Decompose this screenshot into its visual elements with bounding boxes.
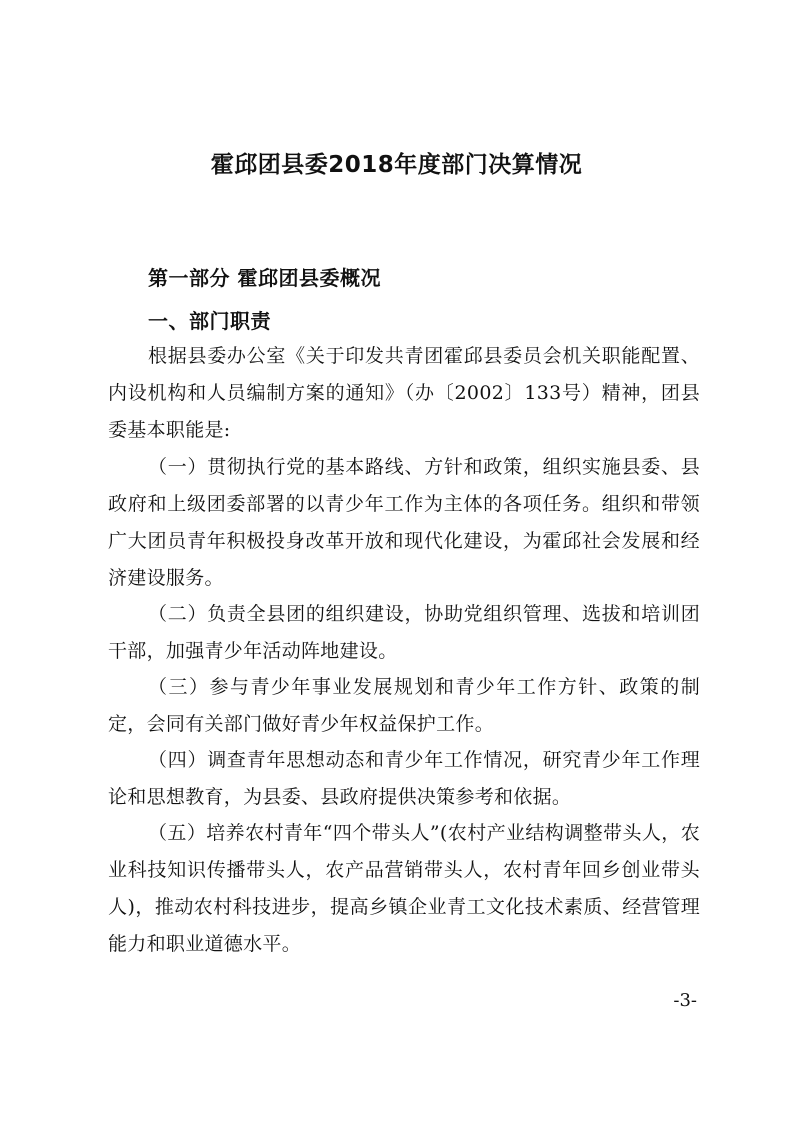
section-heading: 一、部门职责 xyxy=(148,309,271,333)
duty-paragraph-5: （五）培养农村青年“四个带头人”(农村产业结构调整带头人，农业科技知识传播带头人，农产品营销带头人，农村青年回乡创业带头人)，推动农村科技进步，提高乡镇企业青工文化技术素质、经营管理能力和职业道德水平。 xyxy=(108,822,700,955)
intro-paragraph: 根据县委办公室《关于印发共青团霍邱县委员会机关职能配置、内设机构和人员编制方案的通知》（办〔2002〕133号）精神，团县委基本职能是: xyxy=(108,345,700,441)
duty-paragraph-4: （四）调查青年思想动态和青少年工作情况，研究青少年工作理论和思想教育，为县委、县政府提供决策参考和依据。 xyxy=(108,749,700,808)
duty-paragraph-2: （二）负责全县团的组织建设，协助党组织管理、选拔和培训团干部，加强青少年活动阵地建设。 xyxy=(108,603,700,662)
duty-paragraph-1: （一）贯彻执行党的基本路线、方针和政策，组织实施县委、县政府和上级团委部署的以青少年工作为主体的各项任务。组织和带领广大团员青年积极投身改革开放和现代化建设，为霍邱社会发展和经济建设服务。 xyxy=(108,456,700,589)
document-title: 霍邱团县委2018年度部门决算情况 xyxy=(210,152,583,178)
page-number: -3- xyxy=(673,990,697,1011)
part-heading: 第一部分 霍邱团县委概况 xyxy=(148,266,381,290)
duty-paragraph-3: （三）参与青少年事业发展规划和青少年工作方针、政策的制定，会同有关部门做好青少年权益保护工作。 xyxy=(108,676,700,735)
